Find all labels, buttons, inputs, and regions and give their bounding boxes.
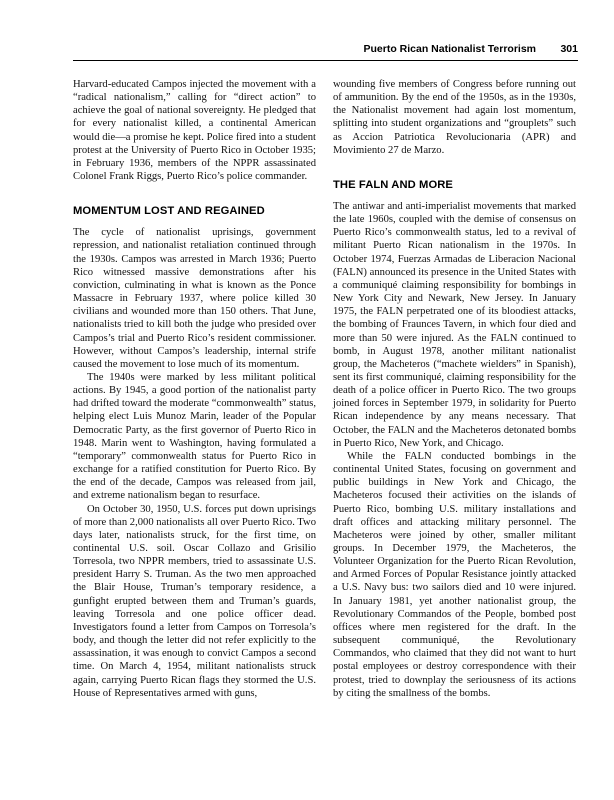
paragraph-1940s: The 1940s were marked by less militant political actions. By 1945, a good portion of the nationalist party had drifted toward the moderate “commonwealth” status, helping elect Luis Munoz Marin, leader of the Popular Democratic Party, as the first governor of Puerto Rico in 1948. Marin went to Washington, having formulated a “temporary” commonwealth status for Puerto Rico in exchange for a ratified constitution for Puerto Rico. By the end of the decade, Campos was released from jail, and extreme nationalism began to resurface. xyxy=(73,371,316,502)
paragraph-faln-revival: The antiwar and anti-imperialist movements that marked the late 1960s, coupled with the demise of consensus on Puerto Rico’s commonwealth status, led to a revival of militant Puerto Rican nationalism in the 1970s. In October 1974, Fuerzas Armadas de Liberacion Nacional (FALN) announced its presence in the United States with a communiqué claiming responsibility for bombings in New York City and Newark, New Jersey. In January 1975, the FALN perpetrated one of its bloodiest attacks, the bombing of Fraunces Tavern, in which four died and more than 50 were injured. As the FALN continued to bomb, in August 1978, another militant nationalist group, the Macheteros (“machete wielders” in Spanish), sent its first communiqué, claiming responsibility for the death of a police officer in Puerto Rico. The two groups joined forces in September 1979, in solidarity for Puerto Rican independence by any means necessary. That October, the FALN and the Macheteros detonated bombs in Puerto Rico, New York, and Chicago. xyxy=(333,200,576,449)
page-number: 301 xyxy=(560,43,578,55)
paragraph-campos-radical-nationalism: Harvard-educated Campos injected the movement with a “radical nationalism,” calling for “direct action” to achieve the goal of national sovereignty. He pledged that for every nationalist killed, a continental American would die—a promise he kept. Police fired into a student protest at the University of Puerto Rico in October 1935; in February 1936, members of the NPPR assassinated Colonel Frank Riggs, Puerto Rico’s police commander. xyxy=(73,79,316,183)
running-head-title: Puerto Rican Nationalist Terrorism xyxy=(363,43,536,55)
paragraph-macheteros: While the FALN conducted bombings in the continental United States, focusing on government and public buildings in New York and Chicago, the Macheteros focused their activities on the islands of Puerto Rico, bombing U.S. military installations and draft offices and attacking military personnel. The Macheteros were joined by other, smaller militant groups. In December 1979, the Macheteros, the Volunteer Organization for the Puerto Rican Revolution, and Armed Forces of Popular Resistance jointly attacked a U.S. Navy bus: two sailors died and 10 were injured. In January 1981, yet another nationalist group, the Revolutionary Commandos of the People, bombed post offices where men registered for the draft. In the subsequent communiqué, the Revolutionary Commandos, who claimed that they did not want to hurt postal employees or destroy correspondence with their protest, tried to downplay the seriousness of its actions by citing the smallness of the bombs. xyxy=(333,450,576,699)
paragraph-wounding-congress: wounding five members of Congress before running out of ammunition. By the end of the 1950s, as in the 1930s, the Nationalist movement had again lost momentum, splitting into student organizations and “grouplets” such as Accion Patriotica Revolucionaria (APR) and Movimiento 27 de Marzo. xyxy=(333,79,576,156)
right-column xyxy=(333,78,576,700)
section-heading-momentum: MOMENTUM LOST AND REGAINED xyxy=(73,205,265,218)
section-heading-faln: THE FALN AND MORE xyxy=(333,178,453,191)
left-column xyxy=(73,78,316,700)
paragraph-cycle-of-uprisings: The cycle of nationalist uprisings, government repression, and nationalist retaliation continued through the 1930s. Campos was arrested in March 1936; Puerto Rico witnessed massive demonstrations after his conviction, culminating in what is known as the Ponce Massacre in February 1937, where police killed 30 civilians and wounded more than 150 others. That June, nationalists tried to kill both the judge who presided over Campos’s trial and Puerto Rico’s resident commissioner. However, without Campos’s leadership, internal strife caused the movement to lose much of its momentum. xyxy=(73,227,316,370)
running-head xyxy=(73,42,578,61)
paragraph-october-1950: On October 30, 1950, U.S. forces put down uprisings of more than 2,000 nationalists all over Puerto Rico. Two days later, nationalists struck, for the first time, on continental U.S. soil. Oscar Collazo and Grisilio Torresola, two NPPR members, tried to assassinate U.S. president Harry S. Truman. As the two men approached the Blair House, Truman’s temporary residence, a gunfight erupted between them and Truman’s guards, leaving Torresola and one police officer dead. Investigators found a letter from Campos on Torresola’s body, and though the letter did not refer explicitly to the assassination, it was enough to convict Campos a second time. On March 4, 1954, militant nationalists struck again, carrying Puerto Rican flags they stormed the U.S. House of Representatives armed with guns, xyxy=(73,503,316,699)
